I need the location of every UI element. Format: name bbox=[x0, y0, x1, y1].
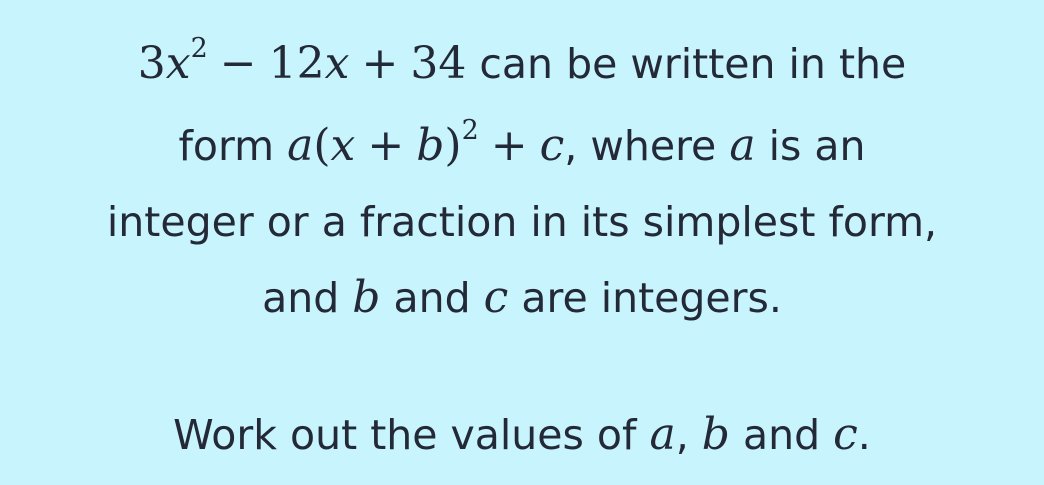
variable: a bbox=[649, 409, 676, 460]
variable: a bbox=[729, 120, 756, 171]
quadratic-expression bbox=[137, 33, 467, 89]
variable: x bbox=[330, 120, 356, 171]
exponent: 2 bbox=[190, 33, 208, 64]
variable: b bbox=[701, 409, 730, 460]
question-text: and bbox=[262, 274, 353, 322]
question-line-2 bbox=[0, 117, 1044, 175]
instruction-line bbox=[0, 406, 1044, 464]
question-text: integer or a fraction in its simplest form, bbox=[106, 198, 938, 246]
question-text: , where bbox=[564, 122, 730, 170]
variable: a bbox=[287, 120, 314, 171]
variable: b bbox=[416, 120, 445, 171]
question-text: are integers. bbox=[508, 274, 782, 322]
instruction-text: , bbox=[675, 411, 702, 459]
question-text: can be written in the bbox=[466, 40, 907, 88]
question-line-3 bbox=[0, 193, 1044, 251]
bracket: ) bbox=[444, 120, 462, 171]
question-text: and bbox=[380, 274, 484, 322]
variable: c bbox=[483, 272, 509, 323]
operator: + bbox=[367, 120, 405, 171]
variable: c bbox=[833, 409, 858, 460]
completed-square-form bbox=[287, 115, 565, 171]
constant: 34 bbox=[410, 38, 467, 89]
question-text: form bbox=[178, 122, 288, 170]
variable: x bbox=[165, 38, 191, 89]
question-text: is an bbox=[755, 122, 866, 170]
variable: c bbox=[539, 120, 565, 171]
exponent: 2 bbox=[461, 115, 479, 146]
operator: + bbox=[490, 120, 528, 171]
question-line-4 bbox=[0, 269, 1044, 327]
question-line-1 bbox=[0, 35, 1044, 93]
coefficient: 12 bbox=[268, 38, 325, 89]
variable: b bbox=[352, 272, 381, 323]
operator: + bbox=[361, 38, 399, 89]
operator: − bbox=[219, 38, 257, 89]
variable: x bbox=[324, 38, 350, 89]
instruction-text: and bbox=[729, 411, 834, 459]
bracket: ( bbox=[313, 120, 331, 171]
instruction-text: . bbox=[857, 411, 871, 459]
coefficient: 3 bbox=[137, 38, 166, 89]
instruction-text: Work out the values of bbox=[173, 411, 650, 459]
